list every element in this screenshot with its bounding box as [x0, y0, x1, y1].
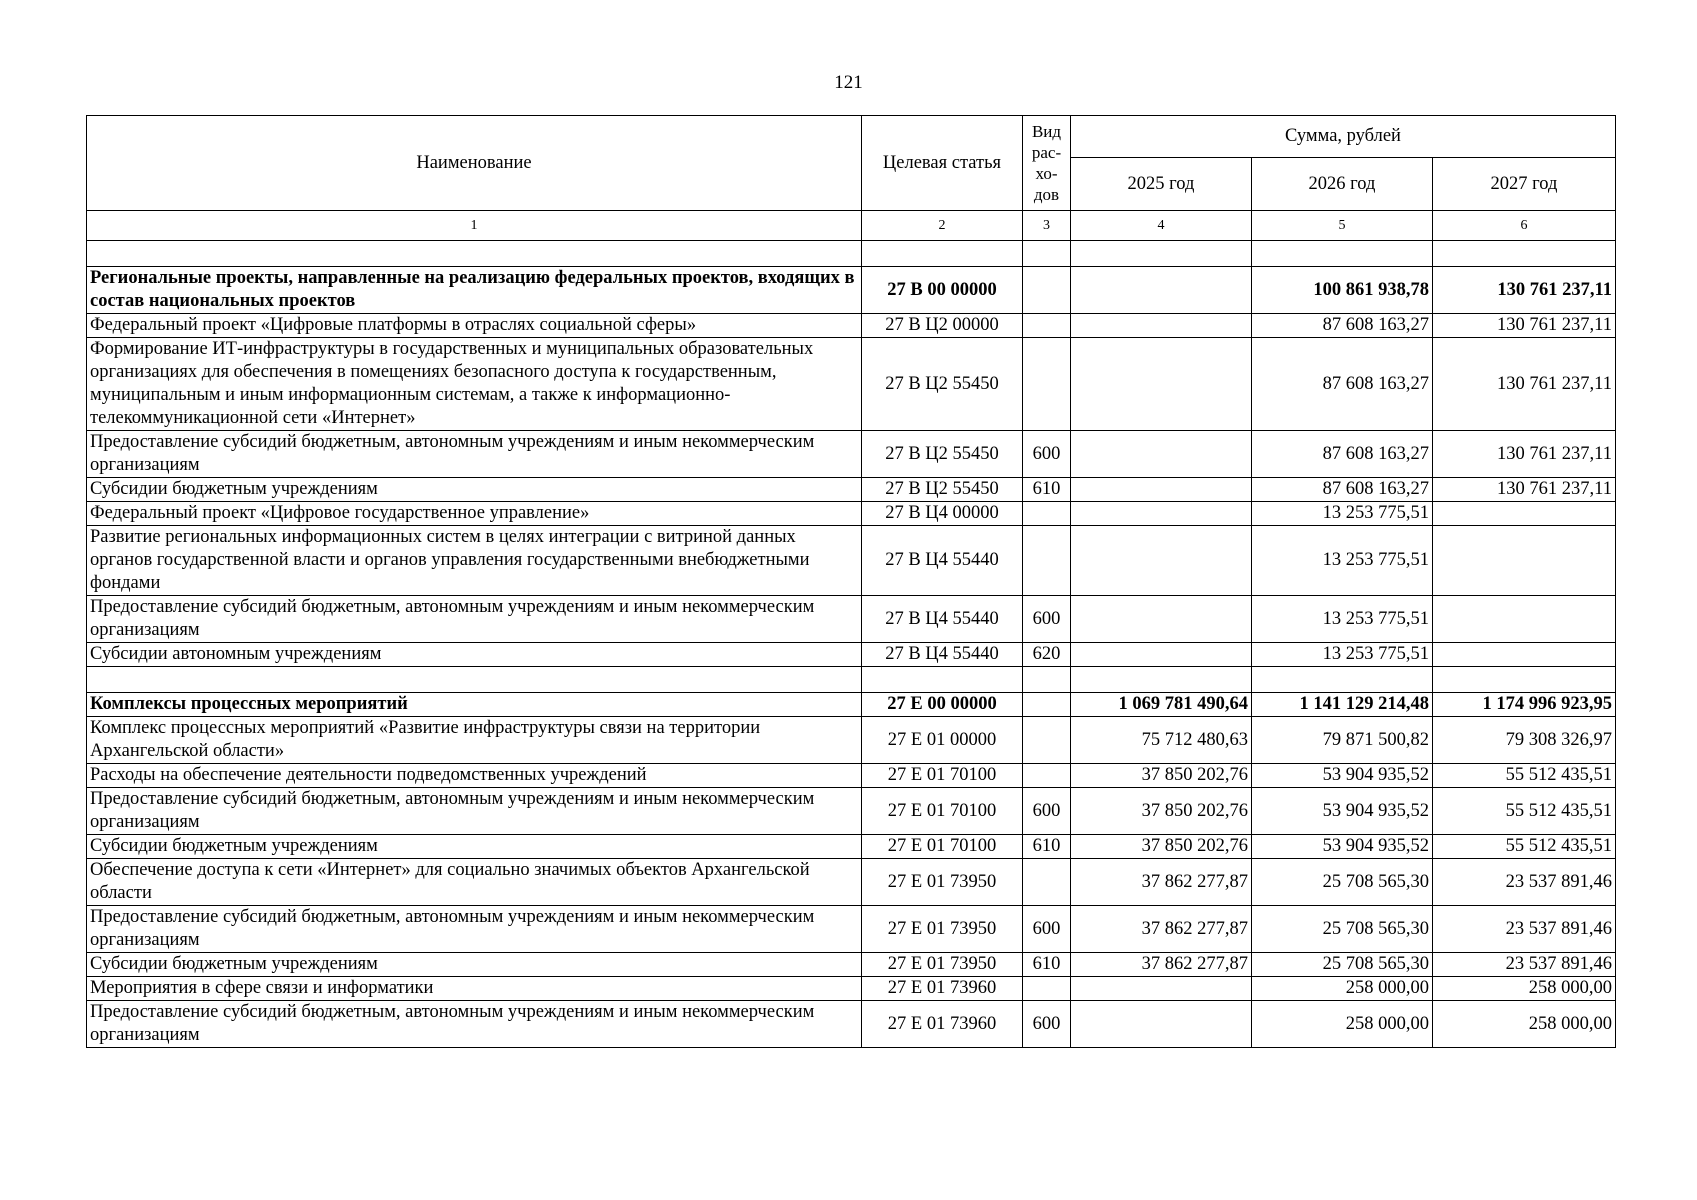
- row-target-article: 27 В Ц2 55450: [862, 431, 1023, 478]
- row-amount-2026: 79 871 500,82: [1252, 717, 1433, 764]
- row-target-article: 27 Е 01 73950: [862, 953, 1023, 977]
- table-row: [87, 1001, 1616, 1048]
- row-amount-2026: 53 904 935,52: [1252, 788, 1433, 835]
- empty-cell: [1071, 667, 1252, 693]
- header-year-2027: 2027 год: [1433, 158, 1616, 211]
- row-amount-2025: [1071, 643, 1252, 667]
- row-expense-type: 610: [1023, 835, 1071, 859]
- empty-cell: [1252, 667, 1433, 693]
- empty-cell: [1252, 241, 1433, 267]
- table-row: [87, 764, 1616, 788]
- row-amount-2025: 37 862 277,87: [1071, 859, 1252, 906]
- col-number: 4: [1071, 211, 1252, 241]
- row-amount-2025: 37 850 202,76: [1071, 788, 1252, 835]
- row-amount-2026: 53 904 935,52: [1252, 764, 1433, 788]
- row-amount-2026: 87 608 163,27: [1252, 314, 1433, 338]
- row-target-article: 27 Е 00 00000: [862, 693, 1023, 717]
- row-amount-2027: 23 537 891,46: [1433, 906, 1616, 953]
- table-row: [87, 526, 1616, 596]
- row-amount-2027: 55 512 435,51: [1433, 788, 1616, 835]
- row-amount-2025: [1071, 338, 1252, 431]
- row-amount-2027: 55 512 435,51: [1433, 835, 1616, 859]
- row-target-article: 27 В Ц4 55440: [862, 643, 1023, 667]
- table-row: [87, 835, 1616, 859]
- row-amount-2026: 87 608 163,27: [1252, 478, 1433, 502]
- empty-cell: [87, 241, 862, 267]
- row-name: Субсидии автономным учреждениям: [87, 643, 862, 667]
- table-row: [87, 502, 1616, 526]
- row-name: Обеспечение доступа к сети «Интернет» для социально значимых объектов Архангельской области: [87, 859, 862, 906]
- row-target-article: 27 В Ц4 55440: [862, 526, 1023, 596]
- header-expense-type: Вид рас-хо-дов: [1023, 116, 1071, 211]
- row-amount-2027: 79 308 326,97: [1433, 717, 1616, 764]
- table-row: [87, 859, 1616, 906]
- row-amount-2026: 25 708 565,30: [1252, 906, 1433, 953]
- col-number: 2: [862, 211, 1023, 241]
- row-amount-2027: 55 512 435,51: [1433, 764, 1616, 788]
- col-number: 1: [87, 211, 862, 241]
- row-amount-2026: 87 608 163,27: [1252, 338, 1433, 431]
- col-number: 5: [1252, 211, 1433, 241]
- row-name: Субсидии бюджетным учреждениям: [87, 953, 862, 977]
- row-amount-2027: 130 761 237,11: [1433, 267, 1616, 314]
- table-body: [87, 241, 1616, 1048]
- row-expense-type: [1023, 502, 1071, 526]
- row-amount-2027: 258 000,00: [1433, 1001, 1616, 1048]
- row-name: Субсидии бюджетным учреждениям: [87, 478, 862, 502]
- row-target-article: 27 Е 01 73960: [862, 1001, 1023, 1048]
- row-amount-2026: 25 708 565,30: [1252, 953, 1433, 977]
- row-amount-2025: [1071, 431, 1252, 478]
- row-target-article: 27 Е 01 73950: [862, 906, 1023, 953]
- table-row: [87, 478, 1616, 502]
- row-amount-2026: 53 904 935,52: [1252, 835, 1433, 859]
- row-target-article: 27 Е 01 73960: [862, 977, 1023, 1001]
- row-amount-2026: 13 253 775,51: [1252, 526, 1433, 596]
- row-name: Предоставление субсидий бюджетным, автономным учреждениям и иным некоммерческим организациям: [87, 906, 862, 953]
- row-name: Развитие региональных информационных систем в целях интеграции с витриной данных органов государственной власти и органов управления государственными внебюджетными фондами: [87, 526, 862, 596]
- row-name: Формирование ИТ-инфраструктуры в государственных и муниципальных образовательных организациях для обеспечения в помещениях безопасного доступа к государственным, муниципальным и иным информационным системам, а также к информационно-телекоммуникационной сети «Интернет»: [87, 338, 862, 431]
- row-expense-type: [1023, 693, 1071, 717]
- empty-cell: [1023, 241, 1071, 267]
- row-target-article: 27 Е 01 73950: [862, 859, 1023, 906]
- row-amount-2025: 37 862 277,87: [1071, 953, 1252, 977]
- budget-table: [86, 115, 1616, 1048]
- row-amount-2025: [1071, 267, 1252, 314]
- page-number: 121: [834, 72, 863, 93]
- row-amount-2026: 13 253 775,51: [1252, 502, 1433, 526]
- empty-cell: [1433, 241, 1616, 267]
- header-year-2025: 2025 год: [1071, 158, 1252, 211]
- row-expense-type: 610: [1023, 478, 1071, 502]
- row-amount-2026: 258 000,00: [1252, 1001, 1433, 1048]
- section-row: [87, 267, 1616, 314]
- row-expense-type: [1023, 338, 1071, 431]
- row-amount-2026: 13 253 775,51: [1252, 596, 1433, 643]
- row-name: Комплексы процессных мероприятий: [87, 693, 862, 717]
- header-name: Наименование: [87, 116, 862, 211]
- row-amount-2026: 25 708 565,30: [1252, 859, 1433, 906]
- row-amount-2025: 37 862 277,87: [1071, 906, 1252, 953]
- row-amount-2026: 1 141 129 214,48: [1252, 693, 1433, 717]
- row-name: Расходы на обеспечение деятельности подведомственных учреждений: [87, 764, 862, 788]
- row-expense-type: 600: [1023, 788, 1071, 835]
- row-amount-2025: [1071, 502, 1252, 526]
- table-row: [87, 431, 1616, 478]
- row-amount-2027: [1433, 502, 1616, 526]
- table-row: [87, 314, 1616, 338]
- col-number: 6: [1433, 211, 1616, 241]
- row-target-article: 27 В Ц2 55450: [862, 338, 1023, 431]
- row-amount-2025: 75 712 480,63: [1071, 717, 1252, 764]
- empty-cell: [1023, 667, 1071, 693]
- row-expense-type: 600: [1023, 1001, 1071, 1048]
- row-target-article: 27 Е 01 70100: [862, 835, 1023, 859]
- row-amount-2025: 37 850 202,76: [1071, 835, 1252, 859]
- row-name: Субсидии бюджетным учреждениям: [87, 835, 862, 859]
- header-year-2026: 2026 год: [1252, 158, 1433, 211]
- empty-cell: [87, 667, 862, 693]
- row-amount-2027: 23 537 891,46: [1433, 953, 1616, 977]
- row-name: Федеральный проект «Цифровые платформы в отраслях социальной сферы»: [87, 314, 862, 338]
- row-amount-2027: 130 761 237,11: [1433, 338, 1616, 431]
- table-row: [87, 643, 1616, 667]
- row-amount-2027: [1433, 526, 1616, 596]
- row-amount-2025: [1071, 314, 1252, 338]
- row-expense-type: 610: [1023, 953, 1071, 977]
- row-expense-type: 620: [1023, 643, 1071, 667]
- table-row: [87, 717, 1616, 764]
- row-amount-2026: 258 000,00: [1252, 977, 1433, 1001]
- row-amount-2026: 100 861 938,78: [1252, 267, 1433, 314]
- row-name: Предоставление субсидий бюджетным, автономным учреждениям и иным некоммерческим организациям: [87, 1001, 862, 1048]
- row-expense-type: [1023, 717, 1071, 764]
- row-amount-2027: 1 174 996 923,95: [1433, 693, 1616, 717]
- row-amount-2027: [1433, 643, 1616, 667]
- row-target-article: 27 В Ц2 55450: [862, 478, 1023, 502]
- row-amount-2025: [1071, 1001, 1252, 1048]
- row-amount-2025: [1071, 596, 1252, 643]
- row-expense-type: [1023, 314, 1071, 338]
- spacer-row: [87, 241, 1616, 267]
- row-name: Федеральный проект «Цифровое государственное управление»: [87, 502, 862, 526]
- row-name: Мероприятия в сфере связи и информатики: [87, 977, 862, 1001]
- col-number: 3: [1023, 211, 1071, 241]
- row-amount-2027: 130 761 237,11: [1433, 478, 1616, 502]
- row-amount-2025: [1071, 478, 1252, 502]
- row-amount-2026: 13 253 775,51: [1252, 643, 1433, 667]
- section-row: [87, 693, 1616, 717]
- table-row: [87, 906, 1616, 953]
- row-amount-2027: [1433, 596, 1616, 643]
- header-sum: Сумма, рублей: [1071, 116, 1616, 158]
- row-amount-2025: 37 850 202,76: [1071, 764, 1252, 788]
- row-target-article: 27 В 00 00000: [862, 267, 1023, 314]
- row-target-article: 27 В Ц4 55440: [862, 596, 1023, 643]
- row-amount-2025: [1071, 526, 1252, 596]
- row-target-article: 27 В Ц4 00000: [862, 502, 1023, 526]
- row-expense-type: [1023, 526, 1071, 596]
- row-expense-type: 600: [1023, 906, 1071, 953]
- header-target-article: Целевая статья: [862, 116, 1023, 211]
- row-name: Предоставление субсидий бюджетным, автономным учреждениям и иным некоммерческим организациям: [87, 596, 862, 643]
- row-expense-type: [1023, 859, 1071, 906]
- row-name: Предоставление субсидий бюджетным, автономным учреждениям и иным некоммерческим организациям: [87, 788, 862, 835]
- row-target-article: 27 Е 01 00000: [862, 717, 1023, 764]
- row-amount-2027: 130 761 237,11: [1433, 431, 1616, 478]
- row-amount-2027: 258 000,00: [1433, 977, 1616, 1001]
- row-amount-2027: 23 537 891,46: [1433, 859, 1616, 906]
- row-target-article: 27 В Ц2 00000: [862, 314, 1023, 338]
- row-target-article: 27 Е 01 70100: [862, 764, 1023, 788]
- table-row: [87, 338, 1616, 431]
- table-row: [87, 953, 1616, 977]
- empty-cell: [1071, 241, 1252, 267]
- row-expense-type: [1023, 764, 1071, 788]
- row-expense-type: 600: [1023, 431, 1071, 478]
- table-row: [87, 596, 1616, 643]
- row-name: Предоставление субсидий бюджетным, автономным учреждениям и иным некоммерческим организациям: [87, 431, 862, 478]
- empty-cell: [1433, 667, 1616, 693]
- row-expense-type: [1023, 977, 1071, 1001]
- row-name: Комплекс процессных мероприятий «Развитие инфраструктуры связи на территории Архангельской области»: [87, 717, 862, 764]
- table-row: [87, 977, 1616, 1001]
- spacer-row: [87, 667, 1616, 693]
- row-amount-2025: [1071, 977, 1252, 1001]
- row-amount-2026: 87 608 163,27: [1252, 431, 1433, 478]
- row-target-article: 27 Е 01 70100: [862, 788, 1023, 835]
- row-expense-type: [1023, 267, 1071, 314]
- row-expense-type: 600: [1023, 596, 1071, 643]
- empty-cell: [862, 241, 1023, 267]
- table-row: [87, 788, 1616, 835]
- row-amount-2027: 130 761 237,11: [1433, 314, 1616, 338]
- row-name: Региональные проекты, направленные на реализацию федеральных проектов, входящих в состав национальных проектов: [87, 267, 862, 314]
- empty-cell: [862, 667, 1023, 693]
- row-amount-2025: 1 069 781 490,64: [1071, 693, 1252, 717]
